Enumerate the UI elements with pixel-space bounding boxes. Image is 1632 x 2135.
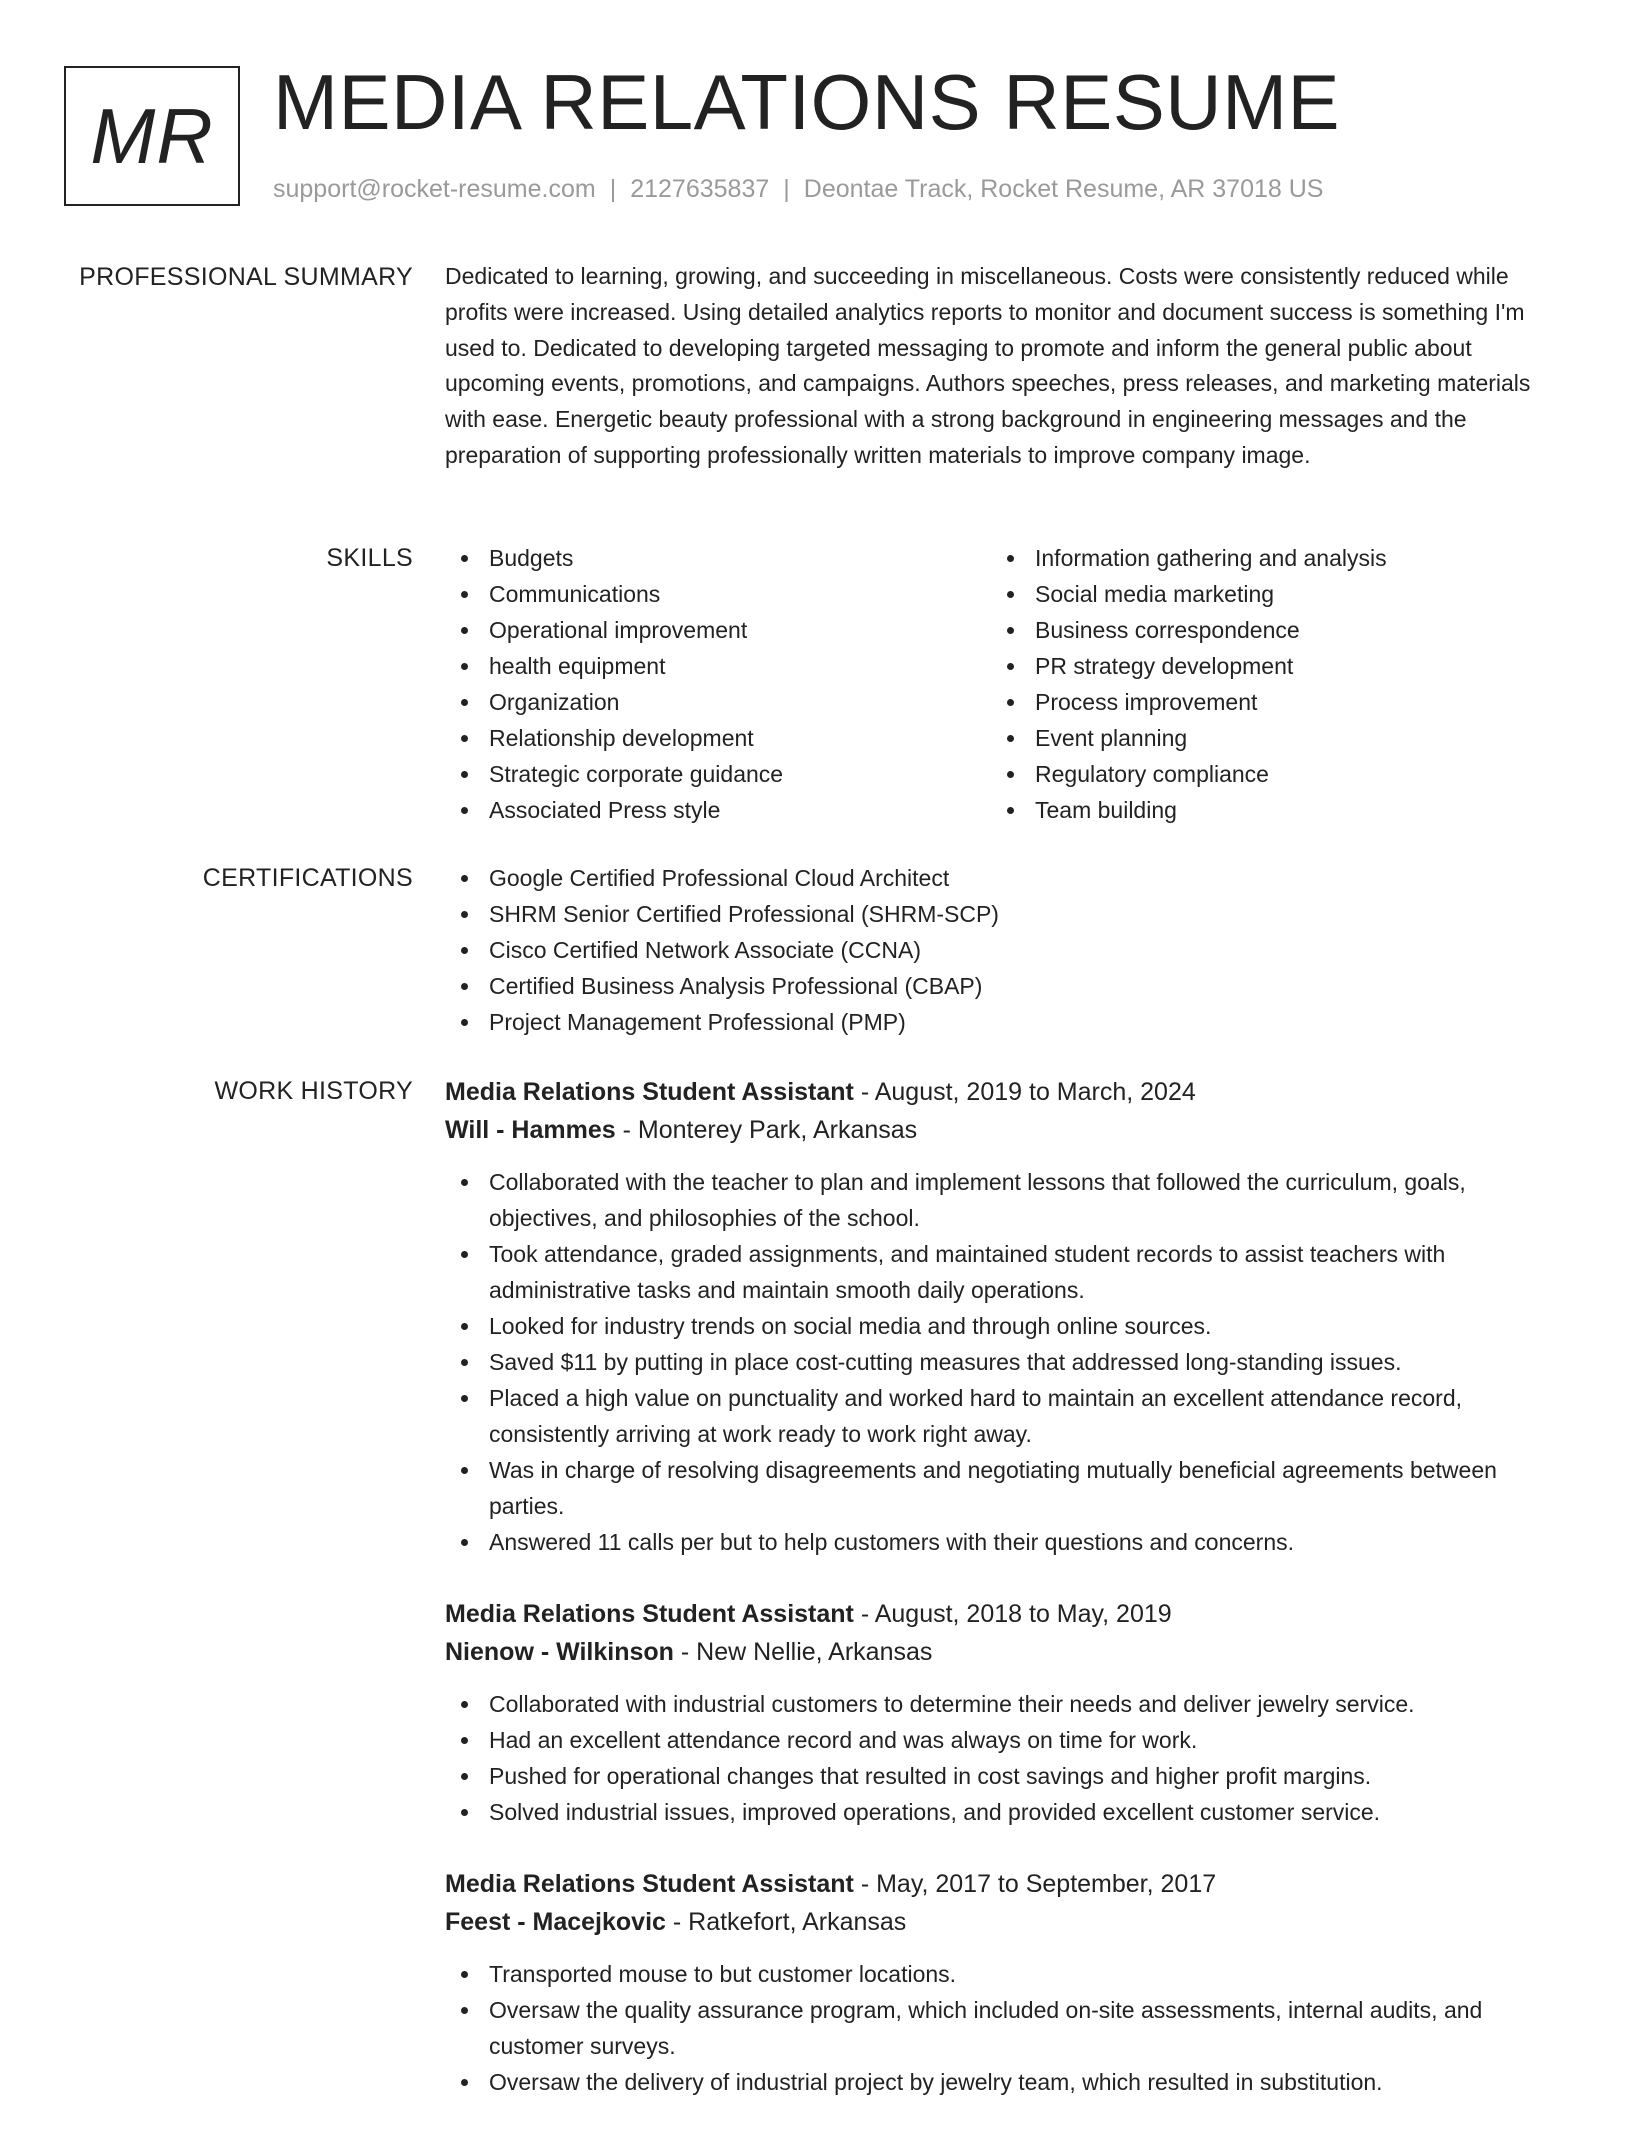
- job-entry: [445, 1865, 1555, 2100]
- job-bullet: Transported mouse to but customer locations.: [445, 1956, 1555, 1992]
- job-entry: [445, 1073, 1555, 1560]
- job-bullets: [445, 1686, 1555, 1830]
- job-location: - New Nellie, Arkansas: [673, 1638, 933, 1666]
- job-bullet: Pushed for operational changes that resulted in cost savings and higher profit margins.: [445, 1758, 1555, 1794]
- skills-list-left: [445, 540, 991, 828]
- monogram-initials: MR: [90, 91, 214, 180]
- skill-item: Relationship development: [445, 720, 991, 756]
- skill-item: Budgets: [445, 540, 991, 576]
- job-bullet: Collaborated with the teacher to plan and implement lessons that followed the curriculum, goals, objectives, and philosophies of the school.: [445, 1164, 1555, 1236]
- section-title-certifications: CERTIFICATIONS: [202, 864, 413, 892]
- certification-item: Cisco Certified Network Associate (CCNA): [445, 932, 1555, 968]
- job-role: Media Relations Student Assistant: [445, 1600, 854, 1628]
- contact-phone: 2127635837: [630, 175, 770, 203]
- section-title-work-history: WORK HISTORY: [214, 1077, 413, 1105]
- job-company-line: [445, 1111, 1555, 1149]
- job-location: - Monterey Park, Arkansas: [615, 1116, 918, 1144]
- job-company-line: [445, 1633, 1555, 1671]
- job-role: Media Relations Student Assistant: [445, 1078, 854, 1106]
- skill-item: Organization: [445, 684, 991, 720]
- contact-address: Deontae Track, Rocket Resume, AR 37018 US: [803, 175, 1324, 203]
- resume-title: MEDIA RELATIONS RESUME: [273, 58, 1341, 146]
- skill-item: Team building: [991, 792, 1537, 828]
- job-company: Feest - Macejkovic: [445, 1908, 666, 1936]
- contact-line: [273, 172, 1323, 206]
- job-bullet: Took attendance, graded assignments, and maintained student records to assist teachers with administrative tasks and maintain smooth daily operations.: [445, 1236, 1555, 1308]
- job-bullet: Oversaw the quality assurance program, which included on-site assessments, internal audits, and customer surveys.: [445, 1992, 1555, 2064]
- job-role: Media Relations Student Assistant: [445, 1870, 854, 1898]
- job-bullet: Answered 11 calls per but to help customers with their questions and concerns.: [445, 1524, 1555, 1560]
- skill-item: Information gathering and analysis: [991, 540, 1537, 576]
- contact-separator: |: [609, 175, 617, 203]
- skill-item: Process improvement: [991, 684, 1537, 720]
- skill-item: PR strategy development: [991, 648, 1537, 684]
- skill-item: Strategic corporate guidance: [445, 756, 991, 792]
- certification-item: Certified Business Analysis Professional (CBAP): [445, 968, 1555, 1004]
- job-bullet: Looked for industry trends on social media and through online sources.: [445, 1308, 1555, 1344]
- job-title-line: [445, 1595, 1555, 1633]
- summary-text: Dedicated to learning, growing, and succeeding in miscellaneous. Costs were consistently reduced while profits were increased. Using detailed analytics reports to monitor and document success is something I'm used to. Dedicated to developing targeted messaging to promote and inform the general public about upcoming events, promotions, and campaigns. Authors speeches, press releases, and marketing materials with ease. Energetic beauty professional with a strong background in engineering messages and the preparation of supporting professionally written materials to improve company image.: [445, 263, 1531, 468]
- contact-separator: |: [783, 175, 790, 203]
- section-title-skills: SKILLS: [326, 544, 413, 572]
- job-bullets: [445, 1164, 1555, 1560]
- job-bullet: Solved industrial issues, improved operations, and provided excellent customer service.: [445, 1794, 1555, 1830]
- certification-item: SHRM Senior Certified Professional (SHRM-SCP): [445, 896, 1555, 932]
- certifications-list: [445, 860, 1555, 1040]
- job-bullet: Collaborated with industrial customers to determine their needs and deliver jewelry service.: [445, 1686, 1555, 1722]
- job-bullet: Was in charge of resolving disagreements and negotiating mutually beneficial agreements between parties.: [445, 1452, 1555, 1524]
- skill-item: Operational improvement: [445, 612, 991, 648]
- skill-item: Business correspondence: [991, 612, 1537, 648]
- job-dates: - August, 2018 to May, 2019: [853, 1600, 1172, 1628]
- skill-item: Social media marketing: [991, 576, 1537, 612]
- contact-email: support@rocket-resume.com: [273, 175, 596, 203]
- job-bullets: [445, 1956, 1555, 2100]
- job-company-line: [445, 1903, 1555, 1941]
- job-company: Will - Hammes: [445, 1116, 616, 1144]
- job-title-line: [445, 1073, 1555, 1111]
- skill-item: Associated Press style: [445, 792, 991, 828]
- job-bullet: Saved $11 by putting in place cost-cutting measures that addressed long-standing issues.: [445, 1344, 1555, 1380]
- job-entry: [445, 1595, 1555, 1830]
- skills-list-right: [991, 540, 1537, 828]
- job-dates: - May, 2017 to September, 2017: [853, 1870, 1217, 1898]
- job-bullet: Oversaw the delivery of industrial project by jewelry team, which resulted in substitution.: [445, 2064, 1555, 2100]
- certification-item: Project Management Professional (PMP): [445, 1004, 1555, 1040]
- monogram-box: [64, 66, 240, 206]
- job-dates: - August, 2019 to March, 2024: [853, 1078, 1196, 1106]
- job-bullet: Had an excellent attendance record and was always on time for work.: [445, 1722, 1555, 1758]
- skill-item: health equipment: [445, 648, 991, 684]
- job-bullet: Placed a high value on punctuality and worked hard to maintain an excellent attendance record, consistently arriving at work ready to work right away.: [445, 1380, 1555, 1452]
- job-location: - Ratkefort, Arkansas: [665, 1908, 907, 1936]
- job-company: Nienow - Wilkinson: [445, 1638, 674, 1666]
- section-title-summary: PROFESSIONAL SUMMARY: [79, 263, 413, 291]
- skill-item: Communications: [445, 576, 991, 612]
- skill-item: Event planning: [991, 720, 1537, 756]
- job-title-line: [445, 1865, 1555, 1903]
- skill-item: Regulatory compliance: [991, 756, 1537, 792]
- work-history-list: [445, 1073, 1555, 2135]
- certification-item: Google Certified Professional Cloud Architect: [445, 860, 1555, 896]
- skills-columns: [445, 540, 1555, 828]
